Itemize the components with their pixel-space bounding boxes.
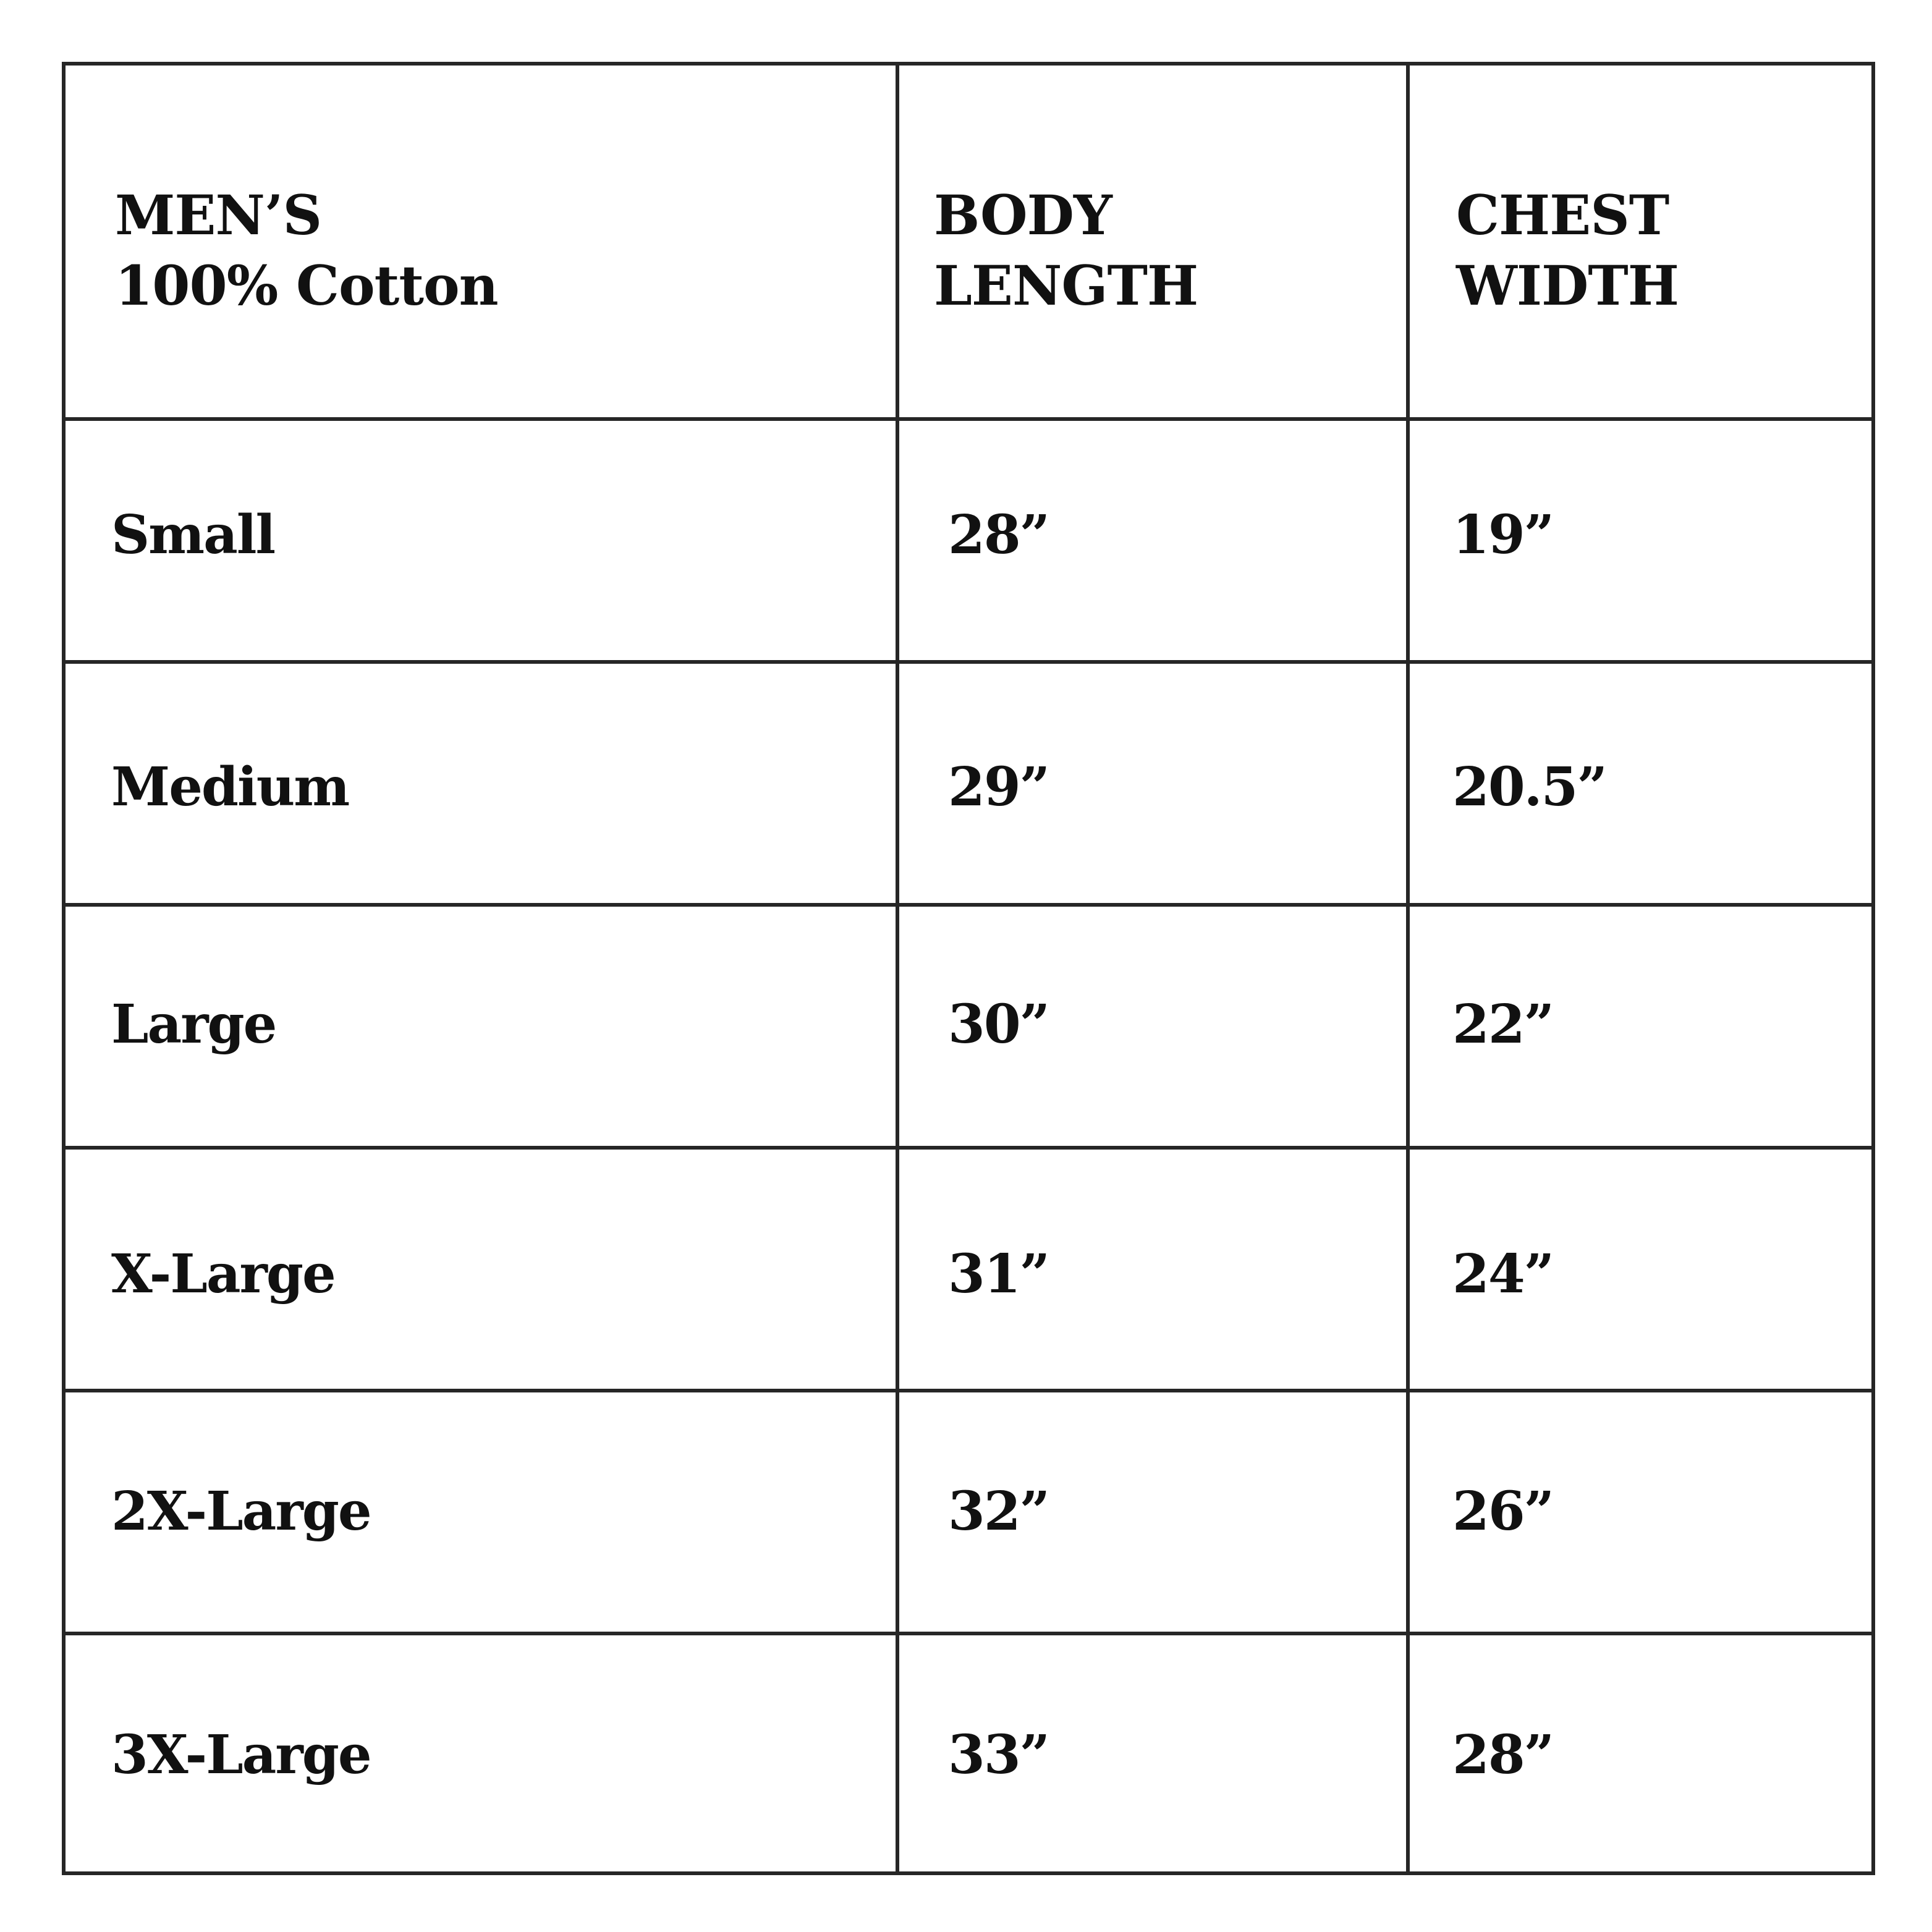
header-chest-width-line1: CHEST bbox=[1456, 183, 1669, 247]
header-chest-width bbox=[1456, 180, 1679, 321]
row-divider-2 bbox=[66, 903, 1871, 907]
row-divider-header bbox=[66, 417, 1871, 421]
row-2xlarge-chest-width: 26” bbox=[1452, 1480, 1554, 1543]
row-2xlarge-body-length: 32” bbox=[948, 1480, 1049, 1543]
column-divider-2 bbox=[1406, 66, 1410, 1871]
row-large-body-length: 30” bbox=[948, 993, 1049, 1056]
row-medium-chest-width: 20.5” bbox=[1452, 756, 1606, 818]
row-xlarge-size: X-Large bbox=[111, 1243, 335, 1305]
row-3xlarge-chest-width: 28” bbox=[1452, 1724, 1554, 1786]
row-2xlarge-size: 2X-Large bbox=[111, 1480, 371, 1543]
row-divider-5 bbox=[66, 1632, 1871, 1635]
row-xlarge-chest-width: 24” bbox=[1452, 1243, 1554, 1305]
row-medium-body-length: 29” bbox=[948, 756, 1049, 818]
header-body-length bbox=[934, 180, 1198, 321]
row-divider-3 bbox=[66, 1146, 1871, 1150]
row-small-size: Small bbox=[111, 504, 275, 566]
header-body-length-line2: LENGTH bbox=[934, 253, 1198, 318]
row-large-size: Large bbox=[111, 993, 276, 1056]
size-chart-table bbox=[62, 62, 1875, 1875]
row-medium-size: Medium bbox=[111, 756, 349, 818]
row-3xlarge-body-length: 33” bbox=[948, 1724, 1049, 1786]
row-small-chest-width: 19” bbox=[1452, 504, 1554, 566]
row-divider-1 bbox=[66, 660, 1871, 664]
header-body-length-line1: BODY bbox=[934, 183, 1112, 247]
column-divider-1 bbox=[896, 66, 899, 1871]
row-small-body-length: 28” bbox=[948, 504, 1049, 566]
row-large-chest-width: 22” bbox=[1452, 993, 1554, 1056]
row-divider-4 bbox=[66, 1389, 1871, 1392]
row-3xlarge-size: 3X-Large bbox=[111, 1724, 371, 1786]
header-size-label bbox=[115, 180, 498, 321]
header-mens: MEN’S bbox=[115, 183, 322, 247]
header-chest-width-line2: WIDTH bbox=[1456, 253, 1679, 318]
header-material: 100% Cotton bbox=[115, 253, 498, 318]
row-xlarge-body-length: 31” bbox=[948, 1243, 1049, 1305]
